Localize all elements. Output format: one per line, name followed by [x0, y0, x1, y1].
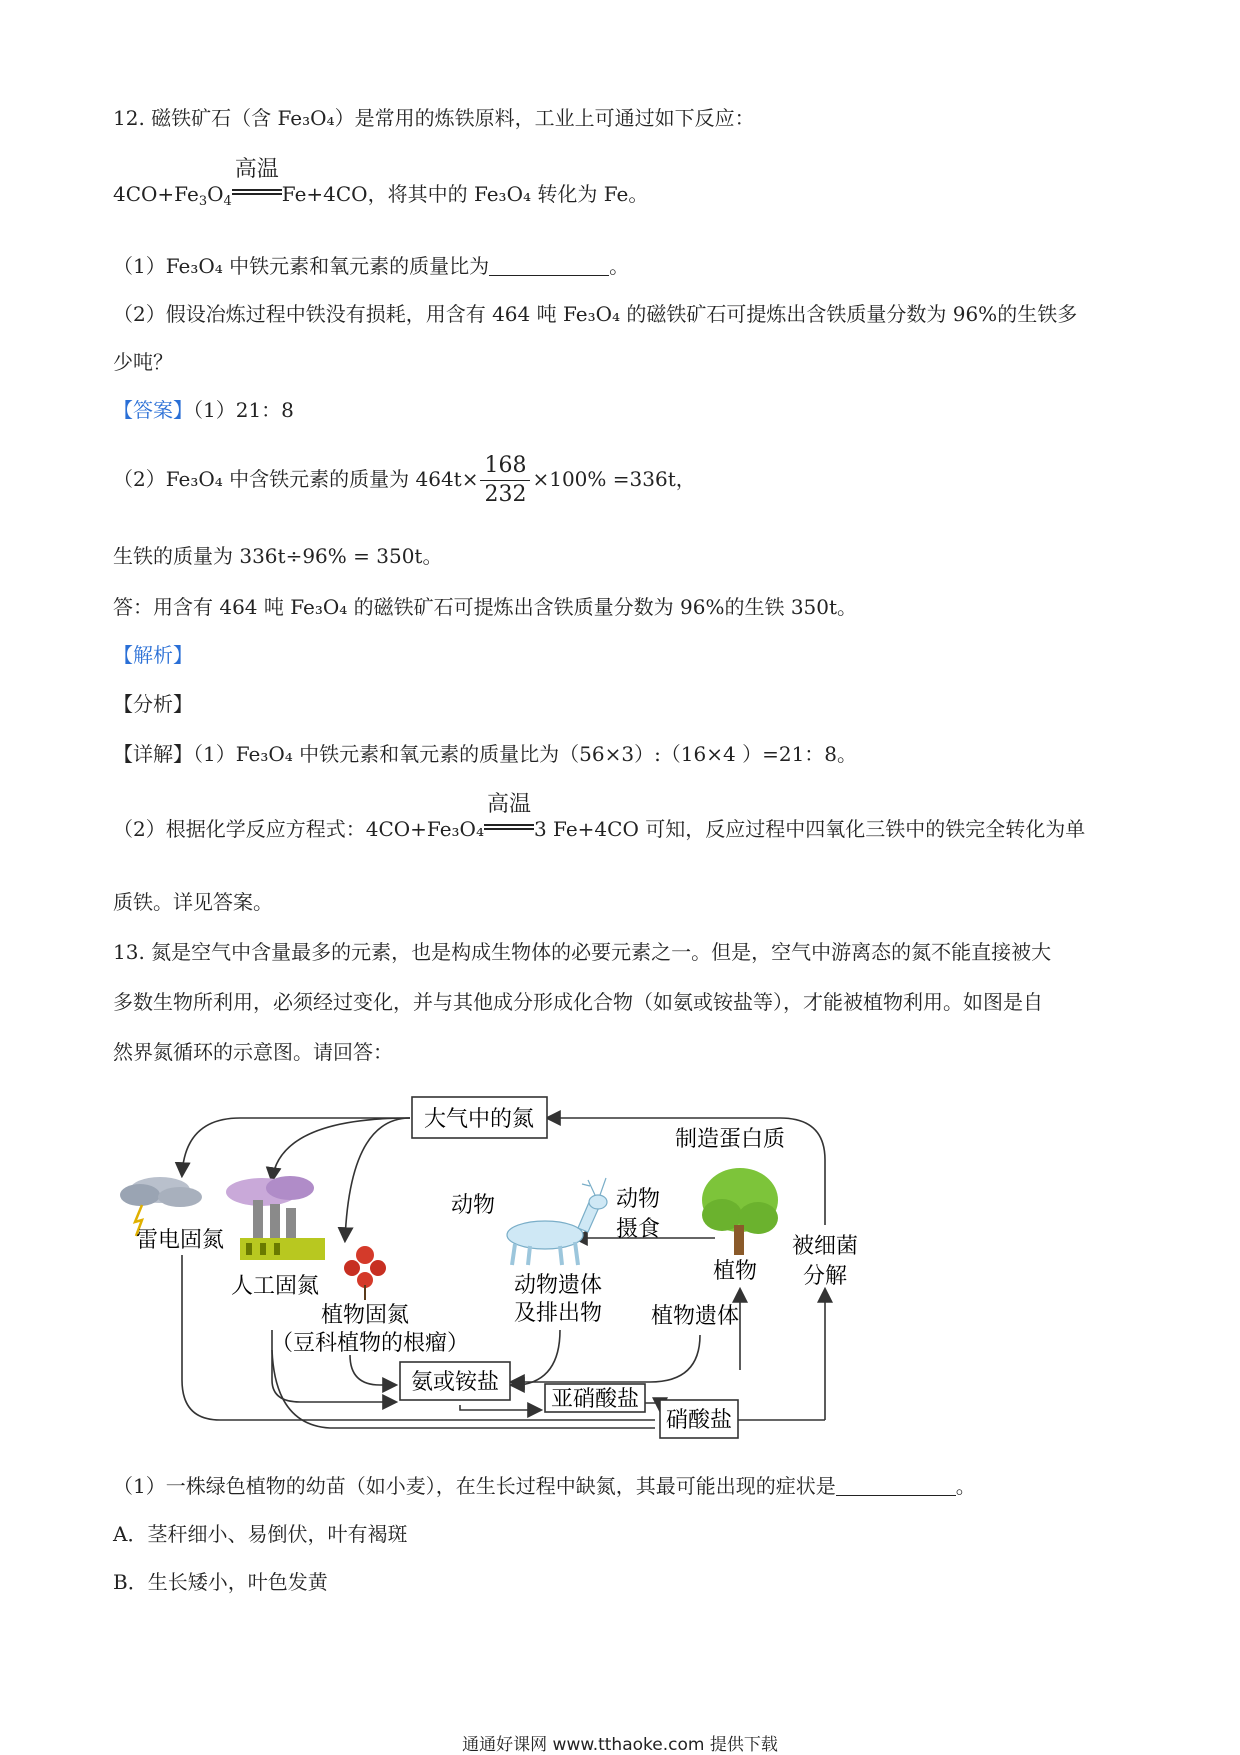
label-nitrite: 亚硝酸盐: [550, 1387, 640, 1412]
eq-sub3: 3: [198, 194, 208, 209]
fenxi-tag: 【分析】: [113, 692, 193, 716]
q13-sub1-end: 。: [955, 1474, 976, 1498]
eq-condition: 高温: [234, 156, 279, 182]
label-plant: 植物: [712, 1259, 758, 1284]
label-bacteria-1: 被细菌: [791, 1234, 859, 1259]
label-animal: 动物: [450, 1193, 496, 1218]
option-b: B．生长矮小，叶色发黄: [113, 1570, 328, 1594]
q12-part1-end: 。: [609, 254, 630, 278]
answer-3-text: 生铁的质量为 336t÷96% = 350t: [113, 544, 423, 568]
answer-2-prefix: （2）Fe₃O₄ 中含铁元素的质量为 464t×: [113, 467, 479, 491]
deer-icon: [507, 1178, 607, 1265]
answer-3-end: 。: [422, 544, 443, 568]
detail-condition: 高温: [486, 791, 531, 817]
conclusion: 答：用含有 464 吨 Fe₃O₄ 的磁铁矿石可提炼出含铁质量分数为 96%的生铁 350t。: [113, 595, 858, 619]
q12-intro: 12. 磁铁矿石（含 Fe₃O₄）是常用的炼铁原料，工业上可通过如下反应：: [113, 106, 755, 130]
eq-sub4: 4: [223, 194, 232, 209]
q13-sub1: [113, 1472, 976, 1500]
label-nodule: （豆科植物的根瘤）: [270, 1331, 470, 1356]
q13-sub1-text: （1）一株绿色植物的幼苗（如小麦），在生长过程中缺氮，其最可能出现的症状是: [113, 1474, 836, 1498]
label-nitrate: 硝酸盐: [665, 1408, 733, 1433]
answer-1: （1）21：8: [193, 398, 294, 422]
answer-tag: 【答案】: [113, 398, 193, 422]
label-eat-2: 摄食: [615, 1217, 661, 1242]
label-plant-fixation: 植物固氮: [320, 1303, 410, 1328]
eq-right: Fe+4CO，将其中的 Fe₃O₄ 转化为 Fe。: [281, 182, 649, 206]
eq-left: 4CO+Fe: [113, 182, 199, 206]
answer-2-suffix: ×100% =336t，: [532, 467, 696, 491]
q13-intro-2: 多数生物所利用，必须经过变化，并与其他成分形成化合物（如氨或铵盐等），才能被植物利用。如图是自: [113, 990, 1043, 1014]
label-animal-remains-1: 动物遗体: [513, 1273, 603, 1298]
label-bacteria-2: 分解: [802, 1264, 848, 1289]
q13-intro-1: 13. 氮是空气中含量最多的元素，也是构成生物体的必要元素之一。但是，空气中游离态的氮不能直接被大: [113, 940, 1052, 964]
q12-part2-line1: （2）假设冶炼过程中铁没有损耗，用含有 464 吨 Fe₃O₄ 的磁铁矿石可提炼出含铁质量分数为 96%的生铁多: [113, 302, 1078, 326]
q13-intro-3: 然界氮循环的示意图。请回答：: [113, 1040, 393, 1064]
factory-icon: [226, 1176, 325, 1260]
eq-o: O: [207, 182, 224, 206]
fraction-numerator: 168: [480, 452, 530, 481]
label-atmosphere: 大气中的氮: [423, 1107, 535, 1132]
label-eat-1: 动物: [615, 1187, 661, 1212]
detail-2-prefix: （2）根据化学反应方程式：4CO+Fe₃O₄: [113, 817, 484, 841]
tree-icon: [702, 1168, 778, 1255]
legume-plant-icon: [344, 1246, 386, 1300]
q12-part1-text: （1）Fe₃O₄ 中铁元素和氧元素的质量比为: [113, 254, 490, 278]
analysis-tag: 【解析】: [113, 643, 193, 667]
detail-1: 【详解】（1）Fe₃O₄ 中铁元素和氧元素的质量比为（56×3）:（16×4 ）=21：8。: [113, 742, 858, 766]
answer-blank-2: [836, 1477, 956, 1496]
page-footer: 通通好课网 www.tthaoke.com 提供下载: [462, 1735, 778, 1755]
option-a: A．茎秆细小、易倒伏，叶有褐斑: [113, 1522, 408, 1546]
label-ammonia: 氨或铵盐: [410, 1370, 500, 1395]
label-animal-remains-2: 及排出物: [513, 1301, 603, 1326]
label-artificial: 人工固氮: [230, 1274, 320, 1299]
fraction-denominator: 232: [484, 482, 527, 507]
label-protein: 制造蛋白质: [674, 1127, 786, 1152]
q12-part2-line2: 少吨？: [113, 350, 173, 374]
detail-2-suffix: 3 Fe+4CO 可知，反应过程中四氧化三铁中的铁完全转化为单: [533, 817, 1086, 841]
label-plant-remains: 植物遗体: [650, 1304, 740, 1329]
label-lightning: 雷电固氮: [135, 1228, 225, 1253]
detail-3: 质铁。详见答案。: [113, 890, 273, 914]
